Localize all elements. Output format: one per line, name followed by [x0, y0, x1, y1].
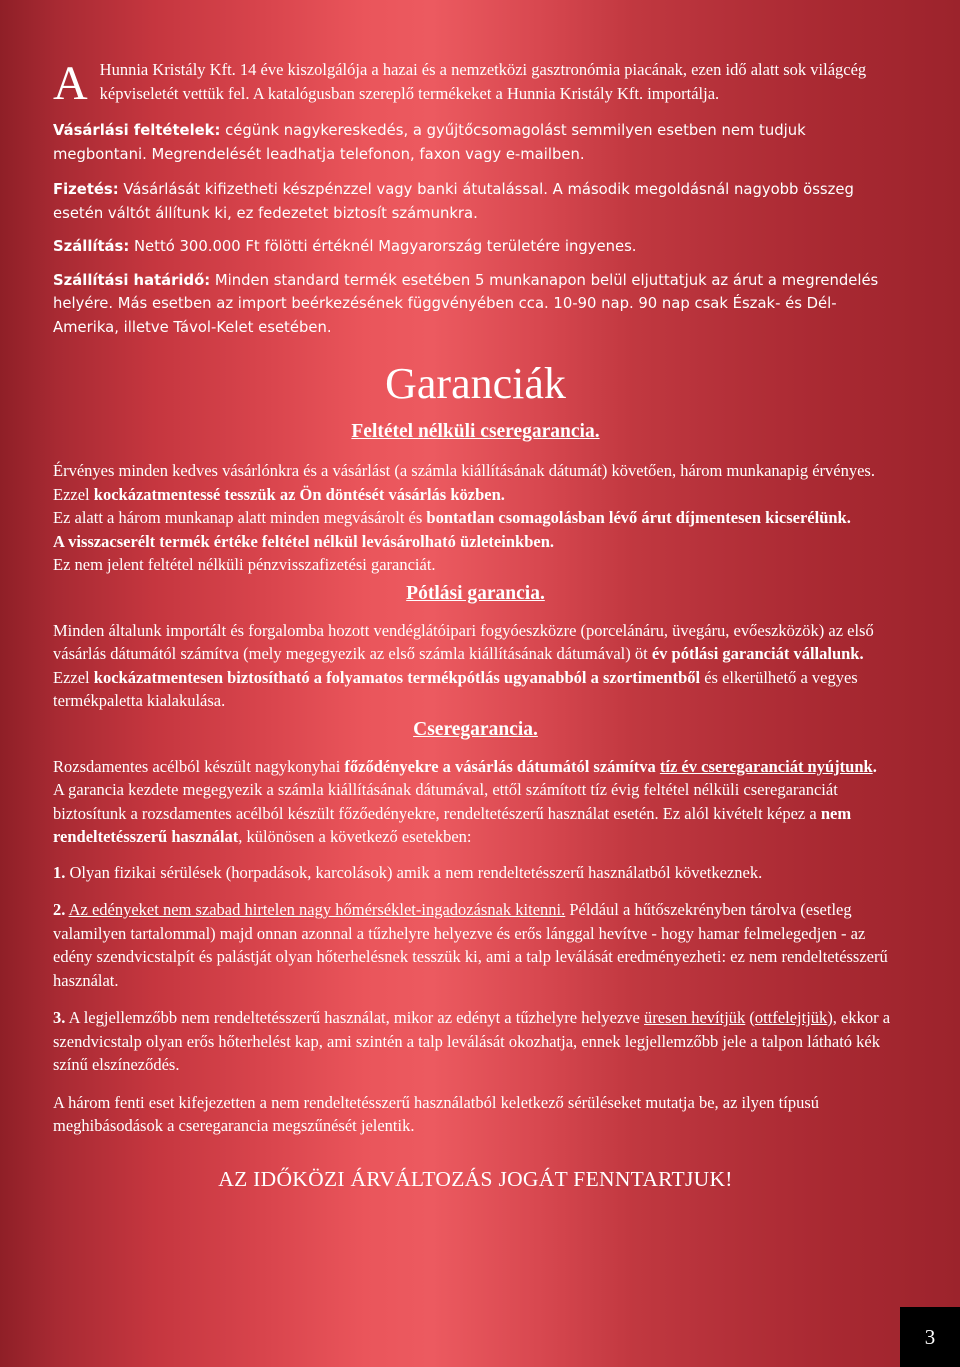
swap-p2-tail: , különösen a következő esetekben: [238, 827, 472, 846]
swap-section [53, 755, 898, 1138]
exchange-p2-bold: kockázatmentessé tesszük az Ön döntését vásárlás közben. [93, 484, 505, 504]
list-item-2-underlined: Az edényeket nem szabad hirtelen nagy hőmérséklet-ingadozásnak kitenni. [68, 900, 566, 919]
exchange-heading: Feltétel nélküli cseregarancia. [351, 421, 600, 442]
purchase-terms [53, 119, 898, 166]
page-number: 3 [900, 1307, 960, 1367]
exchange-section [53, 459, 898, 577]
intro-paragraph [53, 57, 898, 110]
exchange-p5: Ez nem jelent feltétel nélküli pénzvisszafizetési garanciát. [53, 555, 436, 574]
page-content [53, 58, 898, 1192]
replacement-p1-bold: év pótlási garanciát vállalunk. [651, 644, 864, 663]
swap-p2 [53, 778, 898, 849]
list-item-3-tail: ), ekkor a szendvicstalp olyan erős hőterhelést kap, ami szintén a talp leválását okozhatja, ennek legjellemzőbb jele a talpon látható kék színű elszíneződés. [53, 1008, 891, 1074]
list-item-1-text: Olyan fizikai sérülések (horpadások, karcolások) amik a nem rendeltetésszerű használatból következnek. [65, 862, 763, 882]
replacement-p2-tail: és elkerülhető a vegyes termékpaletta kialakulása. [53, 667, 858, 710]
swap-p1-bold: főződényekre a vásárlás dátumától számítva [344, 756, 660, 776]
list-item-2-text: Például a hűtőszekrényben tárolva (esetleg valamilyen tartalommal) majd onnan azonnal a tűzhelyre helyezve és erős lánggal hevítve - hogy hamar felmelegedjen - az edény szendvicstalpít és palástját olyan hőterhelésnek tesszük ki, ami a talp leválását eredményezheti: ez nem rendeltetésszerű használat. [53, 900, 888, 990]
payment-label: Fizetés: [53, 181, 119, 198]
deadline-text: Minden standard termék esetében 5 munkanapon belül eljuttatjuk az árut a megrendelés helyére. Más esetben az import beérkezésének függvényében cca. 10-90 nap. 90 nap csak Észak- és Dél-Amerika, illetve Távol-Kelet esetében. [53, 271, 879, 336]
replacement-p1 [53, 619, 898, 666]
exchange-p3-text: Ez alatt a három munkanap alatt minden megvásárolt és [53, 508, 427, 527]
deadline-terms [53, 269, 898, 340]
list-item-2 [53, 898, 898, 992]
payment-terms [53, 178, 898, 225]
swap-p3: A három fenti eset kifejezetten a nem rendeltetésszerű használatból keletkező sérüléseket mutatja be, az ilyen típusú meghibásodások a cseregarancia megszűnését jelentik. [53, 1092, 820, 1135]
swap-p1-text: Rozsdamentes acélból készült nagykonyhai [53, 756, 345, 776]
swap-heading: Cseregarancia. [413, 718, 538, 740]
replacement-p2-bold: kockázatmentesen biztosítható a folyamatos termékpótlás ugyanabból a szortimentből [93, 667, 701, 687]
list-item-3-underlined-1: üresen hevítjük [644, 1008, 746, 1027]
swap-p1-underlined: tíz év cseregaranciát nyújtunk [659, 756, 873, 776]
swap-p1 [53, 755, 898, 779]
list-item-1 [53, 861, 898, 885]
list-item-3-number: 3. [53, 1008, 66, 1027]
shipping-terms [53, 235, 898, 259]
deadline-label: Szállítási határidő: [53, 271, 211, 289]
exchange-p2 [53, 483, 898, 507]
replacement-p2-text: Ezzel [53, 667, 94, 687]
list-item-2-number: 2. [53, 900, 66, 919]
swap-p1-period: . [872, 756, 877, 776]
list-item-3-underlined-2: ottfelejtjük [754, 1008, 828, 1027]
page-title: Garanciák [385, 359, 566, 408]
replacement-p1-text: Minden általunk importált és forgalomba hozott vendéglátóipari fogyóeszközre (porcelánáru, üvegáru, evőeszközök) az első vásárlás dátumától számítva (mely megegyezik az első számla kiállításának dátumával) öt [53, 620, 874, 663]
list-item-3 [53, 1006, 898, 1077]
swap-p2-text: A garancia kezdete megegyezik a számla kiállításának dátumával, ettől számított tíz évig feltétel nélküli cseregaranciát biztosítunk a rozsdamentes acélból készült főzőedényekre, rendeltetészerű használat esetén. Ez alól kivételt képez a [53, 780, 838, 823]
replacement-p2 [53, 666, 898, 713]
exchange-p3-bold: bontatlan csomagolásban lévő árut díjmentesen kicserélünk. [426, 508, 851, 527]
exchange-p3 [53, 506, 898, 530]
exchange-p1: Érvényes minden kedves vásárlónkra és a vásárlást (a számla kiállításának dátumát) követően, három munkanapig érvényes. [53, 461, 875, 480]
list-item-3-paren-open: ( [745, 1008, 755, 1027]
replacement-section [53, 619, 898, 713]
purchase-label: Vásárlási feltételek: [53, 122, 221, 139]
payment-text: Vásárlását kifizetheti készpénzzel vagy banki átutalással. A második megoldásnál nagyobb összeg esetén váltót állítunk ki, ez fedezetet biztosít számunkra. [53, 181, 854, 222]
swap-p2-bold: nem rendeltetésszerű használat [53, 803, 852, 846]
shipping-text: Nettó 300.000 Ft fölötti értéknél Magyarország területére ingyenes. [129, 238, 637, 255]
purchase-text: cégünk nagykereskedés, a gyűjtőcsomagolást semmilyen esetben nem tudjuk megbontani. Megrendelését leadhatja telefonon, faxon vagy e-mailben. [53, 122, 806, 163]
exchange-p4 [53, 530, 898, 554]
replacement-heading: Pótlási garancia. [406, 582, 545, 604]
list-item-1-number: 1. [53, 862, 66, 882]
intro-text: Hunnia Kristály Kft. 14 éve kiszolgálója a hazai és a nemzetközi gasztronómia piacának, ezen idő alatt sok világcég képviseletét vettük fel. A katalógusban szereplő termékeket a Hunnia Kristály Kft. importálja. [99, 60, 867, 103]
exchange-p2-text: Ezzel [53, 484, 94, 504]
exchange-p4-bold: A visszacserélt termék értéke feltétel nélkül levásárolható üzleteinkben. [53, 531, 554, 551]
price-change-notice: AZ IDŐKÖZI ÁRVÁLTOZÁS JOGÁT FENNTARTJUK! [218, 1166, 733, 1191]
list-item-3-text: A legjellemzőbb nem rendeltetésszerű használat, mikor az edényt a tűzhelyre helyezve [65, 1008, 645, 1027]
drop-cap: A [53, 57, 88, 110]
shipping-label: Szállítás: [53, 238, 130, 255]
